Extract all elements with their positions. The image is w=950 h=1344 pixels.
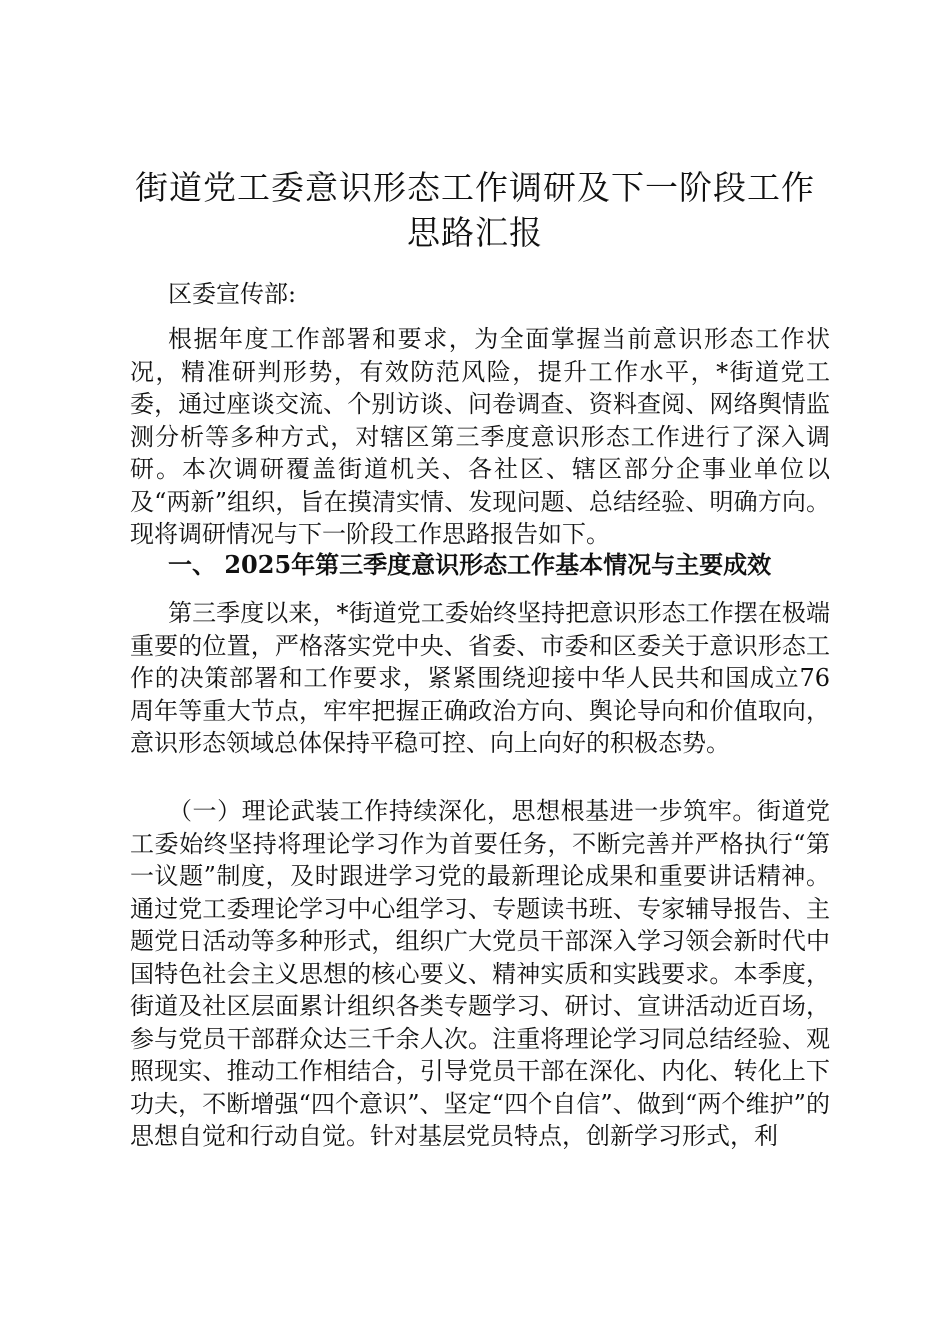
subsection-paragraph-1: （一）理论武装工作持续深化，思想根基进一步筑牢。街道党工委始终坚持将理论学习作为首要任务，不断完善并严格执行“第一议题”制度，及时跟进学习党的最新理论成果和重要讲话精神。通过党工委理论学习中心组学习、专题读书班、专家辅导报告、主题党日活动等多种形式，组织广大党员干部深入学习领会新时代中国特色社会主义思想的核心要义、精神实质和实践要求。本季度，街道及社区层面累计组织各类专题学习、研讨、宣讲活动近百场，参与党员干部群众达三千余人次。注重将理论学习同总结经验、观照现实、推动工作相结合，引导党员干部在深化、内化、转化上下功夫，不断增强“四个意识”、坚定“四个自信”、做到“两个维护”的思想自觉和行动自觉。针对基层党员特点，创新学习形式，利 <box>130 797 830 1150</box>
title-line-1: 街道党工委意识形态工作调研及下一阶段工作 <box>135 168 815 207</box>
overview-paragraph: 第三季度以来，*街道党工委始终坚持把意识形态工作摆在极端重要的位置，严格落实党中央、省委、市委和区委关于意识形态工作的决策部署和工作要求，紧紧围绕迎接中华人民共和国成立76周年等重大节点，牢牢把握正确政治方向、舆论导向和价值取向，意识形态领域总体保持平稳可控、向上向好的积极态势。 <box>130 599 830 757</box>
title-line-2: 思路汇报 <box>407 213 543 252</box>
section-heading-1: 一、 2025年第三季度意识形态工作基本情况与主要成效 <box>168 550 772 579</box>
document-title <box>110 165 840 255</box>
salutation: 区委宣传部: <box>168 280 297 308</box>
intro-paragraph: 根据年度工作部署和要求，为全面掌握当前意识形态工作状况，精准研判形势，有效防范风险，提升工作水平，*街道党工委，通过座谈交流、个别访谈、问卷调查、资料查阅、网络舆情监测分析等多种方式，对辖区第三季度意识形态工作进行了深入调研。本次调研覆盖街道机关、各社区、辖区部分企事业单位以及“两新”组织，旨在摸清实情、发现问题、总结经验、明确方向。现将调研情况与下一阶段工作思路报告如下。 <box>130 325 830 548</box>
